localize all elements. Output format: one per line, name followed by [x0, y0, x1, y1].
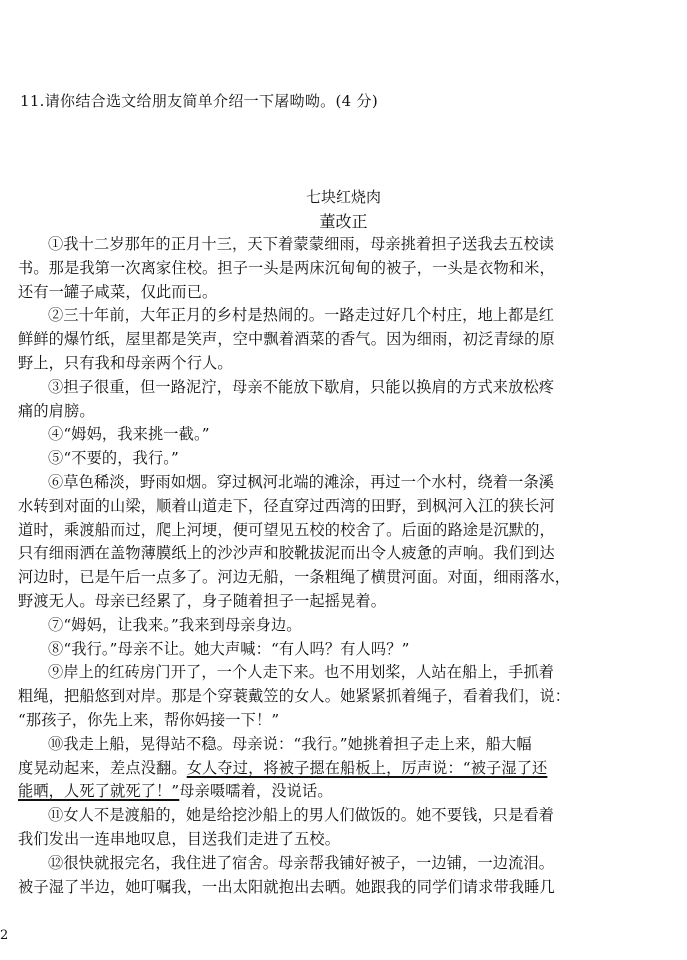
text-line: 痛的肩膀。: [18, 401, 95, 420]
article-body: [18, 233, 662, 899]
text-line: ①我十二岁那年的正月十三，天下着蒙蒙细雨，母亲挑着担子送我去五校读: [48, 235, 555, 253]
text-line: 道时，乘渡船而过，爬上河埂，便可望见五校的校舍了。后面的路途是沉默的，: [18, 520, 555, 539]
text-line: ⑥草色稀淡，野雨如烟。穿过枫河北端的滩涂，再过一个水村，绕着一条溪: [48, 472, 555, 491]
text-line-mixed: [18, 757, 662, 781]
text-line: 书。那是我第一次离家住校。担子一头是两床沉甸甸的被子，一头是衣物和米，: [18, 258, 555, 277]
text-line-mixed: [18, 780, 662, 804]
text-line: ⑩我走上船，晃得站不稳。母亲说：“我行。”她挑着担子走上来，船大幅: [48, 734, 532, 753]
text-line: ⑤“不要的，我行。”: [48, 449, 179, 468]
text-line: 还有一罐子咸菜，仅此而已。: [18, 282, 218, 301]
question-11: 11.请你结合选文给朋友简单介绍一下屠呦呦。(4 分): [20, 92, 378, 110]
article-title: 七块红烧肉: [305, 188, 381, 206]
text-line: ⑧“我行。”母亲不让。她大声喊：“有人吗？有人吗？”: [48, 639, 410, 658]
underlined-sentence: 女人夺过，将被子摁在船板上，厉声说：“被子湿了还: [186, 758, 548, 777]
text-line: 鲜鲜的爆竹纸，屋里都是笑声，空中飘着酒菜的香气。因为细雨，初泛青绿的原: [18, 330, 555, 349]
text-line: ⑦“姆妈，让我来。”我来到母亲身边。: [48, 615, 302, 634]
text-line: ③担子很重，但一路泥泞，母亲不能放下歇肩，只能以换肩的方式来放松疼: [48, 377, 555, 396]
text-segment: 母亲嗫嚅着，没说话。: [179, 782, 333, 801]
text-line: “那孩子，你先上来，帮你妈接一下！”: [18, 710, 280, 729]
text-line: ⑪女人不是渡船的，她是给挖沙船上的男人们做饭的。她不要钱，只是看着: [48, 806, 555, 825]
text-line: ⑨岸上的红砖房门开了，一个人走下来。也不用划桨，人站在船上，手抓着: [48, 663, 555, 682]
text-segment: 度晃动起来，差点没翻。: [18, 758, 187, 777]
page-number: 2: [0, 928, 9, 943]
text-line: 野渡无人。母亲已经累了，身子随着担子一起摇晃着。: [18, 591, 387, 610]
text-line: ⑫很快就报完名，我住进了宿舍。母亲帮我铺好被子，一边铺，一边流泪。: [48, 853, 555, 872]
text-line: 水转到对面的山梁，顺着山道走下，径直穿过西湾的田野，到枫河入江的狭长河: [18, 496, 555, 515]
text-line: 粗绳，把船悠到对岸。那是个穿蓑戴笠的女人。她紧紧抓着绳子，看着我们，说：: [18, 687, 571, 706]
text-line: 野上，只有我和母亲两个行人。: [18, 353, 233, 372]
text-line: 河边时，已是午后一点多了。河边无船，一条粗绳了横贯河面。对面，细雨落水，: [18, 568, 571, 587]
text-line: ④“姆妈，我来挑一截。”: [48, 425, 210, 444]
text-line: ②三十年前，大年正月的乡村是热闹的。一路走过好几个村庄，地上都是红: [48, 306, 555, 325]
underlined-sentence: 能晒，人死了就死了！”: [18, 782, 180, 801]
text-line: 被子湿了半边，她叮嘱我，一出太阳就抱出去晒。她跟我的同学们请求带我睡几: [18, 877, 555, 896]
article-author: 董改正: [319, 212, 368, 231]
text-line: 我们发出一连串地叹息，目送我们走进了五校。: [18, 829, 341, 848]
text-line: 只有细雨洒在盖物薄膜纸上的沙沙声和胶靴拔泥而出令人疲惫的声响。我们到达: [18, 544, 555, 563]
